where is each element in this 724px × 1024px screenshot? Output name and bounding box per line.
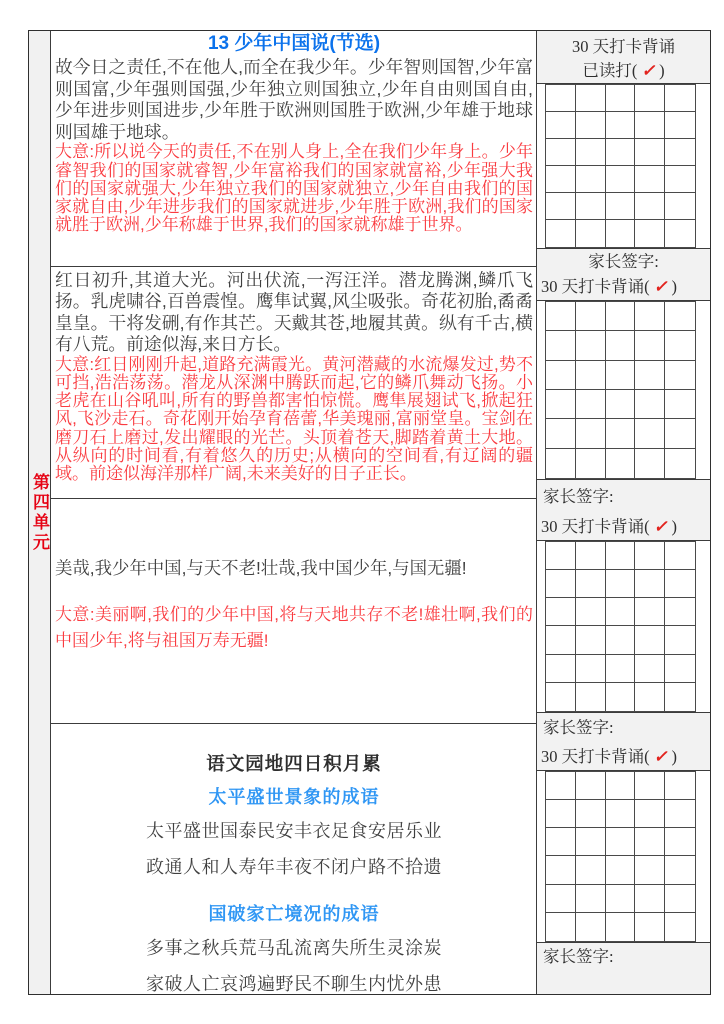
checkin-cell [665, 361, 695, 390]
checkin-panel-2 [537, 274, 710, 514]
checkin-cell [576, 166, 606, 193]
section-lesson-13 [51, 31, 536, 267]
checkin-cell [576, 85, 606, 112]
checkin-cell [665, 139, 695, 166]
checkin-grid [545, 84, 696, 248]
checkin-cell [635, 598, 665, 626]
checkin-cell [665, 302, 695, 331]
checkin-cell [546, 331, 576, 360]
checkin-cell [665, 885, 695, 913]
checkin-cell [665, 331, 695, 360]
checkin-cell [606, 626, 636, 654]
checkin-cell [665, 800, 695, 828]
checkin-cell [576, 570, 606, 598]
checkin-cell [546, 626, 576, 654]
checkin-cell [546, 390, 576, 419]
checkin-cell [665, 112, 695, 139]
signature-row [537, 479, 710, 514]
checkin-cell [576, 626, 606, 654]
checkin-cell [606, 302, 636, 331]
checkin-cell [635, 800, 665, 828]
checkin-cell [546, 220, 576, 247]
checkin-cell [606, 139, 636, 166]
checkin-cell [635, 85, 665, 112]
lesson-meaning-text: 大意:红日刚刚升起,道路充满霞光。黄河潜藏的水流爆发过,势不可挡,浩浩荡荡。潜龙从深渊中腾跃而起,它的鳞爪舞动飞扬。小老虎在山谷吼叫,所有的野兽都害怕惊慌。鹰隼展翅试飞,掀起狂风,飞沙走石。奇花刚开始孕育蓓蕾,华美瑰丽,富丽堂皇。宝剑在磨刀石上磨过,发出耀眼的光芒。头顶着苍天,脚踏着黄土大地。从纵向的时间看,有着悠久的历史;从横向的空间看,有辽阔的疆域。前途似海洋那样广阔,未来美好的日子正长。 [55, 354, 533, 484]
checkin-cell [546, 828, 576, 856]
idiom-line: 多事之秋兵荒马乱流离失所生灵涂炭 [146, 937, 442, 958]
checkin-cell [635, 302, 665, 331]
worksheet-table [28, 30, 711, 995]
checkin-cell [665, 449, 695, 478]
checkin-cell [606, 361, 636, 390]
section-hongri-chusheng [51, 267, 536, 500]
checkin-cell [665, 193, 695, 220]
checkin-cell [546, 193, 576, 220]
checkin-cell [576, 772, 606, 800]
checkin-cell [606, 800, 636, 828]
section-yuwen-yuandi [51, 724, 536, 994]
idiom-line: 政通人和人寿年丰夜不闭户路不拾遗 [146, 856, 442, 877]
garden-title: 语文园地四日积月累 [206, 754, 382, 775]
idiom-group-heading: 太平盛世景象的成语 [208, 786, 380, 807]
checkin-panel-4 [537, 744, 710, 994]
checkin-cell [635, 626, 665, 654]
checkin-cell [606, 542, 636, 570]
checkin-cell [635, 166, 665, 193]
checkin-cell [576, 449, 606, 478]
checkin-cell [606, 856, 636, 884]
checkin-cell [576, 302, 606, 331]
checkin-cell [576, 598, 606, 626]
checkin-panel-1 [537, 31, 710, 274]
checkin-cell [635, 913, 665, 941]
checkin-cell [546, 361, 576, 390]
checkin-header: 30 天打卡背诵( ✓ ) [537, 744, 710, 771]
unit-label: 第四单元 [30, 472, 49, 553]
lesson-body-text: 红日初升,其道大光。河出伏流,一泻汪洋。潜龙腾渊,鳞爪飞扬。乳虎啸谷,百兽震惶。鹰隼试翼,风尘吸张。奇花初胎,矞矞皇皇。干将发硎,有作其芒。天戴其苍,地履其黄。纵有千古,横有八荒。前途似海,来日方长。 [55, 269, 533, 355]
checkin-cell [576, 913, 606, 941]
checkin-cell [665, 683, 695, 711]
checkin-cell [665, 542, 695, 570]
checkin-cell [546, 449, 576, 478]
checkin-header-line1: 30 天打卡背诵 [571, 37, 676, 56]
checkin-cell [606, 331, 636, 360]
checkin-cell [635, 331, 665, 360]
checkin-cell [665, 419, 695, 448]
lesson-body-text: 美哉,我少年中国,与天不老!壮哉,我中国少年,与国无疆! [55, 558, 467, 579]
checkin-cell [635, 828, 665, 856]
checkin-cell [606, 112, 636, 139]
checkin-cell [606, 419, 636, 448]
checkin-cell [635, 449, 665, 478]
checkin-cell [546, 772, 576, 800]
checkin-cell [576, 220, 606, 247]
checkin-cell [546, 598, 576, 626]
checkin-cell [635, 361, 665, 390]
checkin-cell [665, 85, 695, 112]
checkin-cell [665, 828, 695, 856]
checkin-cell [546, 570, 576, 598]
checkin-cell [576, 828, 606, 856]
checkin-cell [576, 139, 606, 166]
checkin-cell [635, 683, 665, 711]
checkin-cell [606, 570, 636, 598]
checkmark-icon: ✓ [653, 278, 668, 296]
checkin-column [537, 31, 710, 994]
signature-label: 家长签字: [588, 252, 659, 271]
checkin-cell [606, 598, 636, 626]
checkin-cell [606, 166, 636, 193]
checkin-cell [546, 85, 576, 112]
checkin-cell [606, 772, 636, 800]
signature-label: 家长签字: [543, 947, 614, 966]
checkin-cell [635, 772, 665, 800]
checkin-cell [576, 683, 606, 711]
checkin-cell [635, 542, 665, 570]
signature-label: 家长签字: [543, 718, 614, 737]
checkin-cell [606, 193, 636, 220]
checkin-cell [576, 542, 606, 570]
checkin-cell [635, 419, 665, 448]
checkin-cell [546, 112, 576, 139]
checkin-cell [576, 885, 606, 913]
checkin-cell [665, 220, 695, 247]
checkin-cell [546, 655, 576, 683]
signature-row [537, 942, 710, 994]
checkmark-icon: ✓ [653, 748, 668, 766]
checkin-cell [606, 885, 636, 913]
checkin-cell [665, 570, 695, 598]
checkin-header: 30 天打卡背诵( ✓ ) [537, 514, 710, 541]
checkin-cell [635, 220, 665, 247]
lesson-title: 13 少年中国说(节选) [207, 33, 381, 54]
checkin-cell [606, 220, 636, 247]
checkin-cell [635, 390, 665, 419]
checkin-cell [576, 112, 606, 139]
checkin-cell [546, 302, 576, 331]
checkin-cell [606, 655, 636, 683]
checkin-cell [606, 85, 636, 112]
checkin-cell [546, 856, 576, 884]
checkin-grid [545, 541, 696, 712]
checkin-panel-3 [537, 514, 710, 744]
checkin-cell [635, 856, 665, 884]
checkin-cell [635, 570, 665, 598]
checkin-cell [635, 655, 665, 683]
checkin-cell [546, 913, 576, 941]
checkin-cell [665, 598, 695, 626]
checkin-header: 30 天打卡背诵( ✓ ) [537, 274, 710, 301]
checkin-cell [576, 390, 606, 419]
checkin-cell [576, 193, 606, 220]
unit-strip [29, 31, 51, 994]
checkin-cell [576, 856, 606, 884]
checkin-cell [665, 166, 695, 193]
checkin-cell [546, 542, 576, 570]
idiom-group-heading: 国破家亡境况的成语 [208, 903, 380, 924]
signature-row [537, 248, 710, 274]
checkin-cell [665, 655, 695, 683]
lesson-body-text: 故今日之责任,不在他人,而全在我少年。少年智则国智,少年富则国富,少年强则国强,少年独立则国独立,少年自由则国自由,少年进步则国进步,少年胜于欧洲则国胜于欧洲,少年雄于地球则国雄于地球。 [55, 57, 533, 142]
checkin-grid [545, 771, 696, 942]
idiom-line: 太平盛世国泰民安丰衣足食安居乐业 [146, 820, 442, 841]
checkin-cell [576, 800, 606, 828]
checkin-cell [635, 193, 665, 220]
checkin-cell [546, 166, 576, 193]
checkmark-icon: ✓ [641, 62, 656, 80]
idiom-line: 家破人亡哀鸿遍野民不聊生内忧外患 [146, 973, 442, 994]
section-meizai [51, 499, 536, 724]
checkin-cell [665, 913, 695, 941]
checkin-cell [546, 139, 576, 166]
checkin-cell [665, 390, 695, 419]
lesson-meaning-text: 大意:所以说今天的责任,不在别人身上,全在我们少年身上。少年睿智我们的国家就睿智,少年富裕我们的国家就富裕,少年强大我们的国家就强大,少年独立我们的国家就独立,少年自由我们的国家就自由,少年进步我们的国家就进步,少年胜于欧洲,我们的国家就胜于欧洲,少年称雄于世界,我们的国家就称雄于世界。 [55, 142, 533, 235]
checkin-cell [665, 856, 695, 884]
checkin-cell [606, 390, 636, 419]
checkin-cell [606, 449, 636, 478]
checkin-cell [546, 419, 576, 448]
checkin-header-line2: 已读打( ✓ ) [582, 61, 665, 80]
checkin-cell [606, 913, 636, 941]
checkin-cell [576, 655, 606, 683]
checkin-cell [665, 626, 695, 654]
checkin-cell [546, 683, 576, 711]
checkin-cell [635, 112, 665, 139]
checkin-cell [546, 885, 576, 913]
checkin-grid [545, 301, 696, 479]
content-column [51, 31, 537, 994]
checkin-cell [635, 885, 665, 913]
checkin-cell [635, 139, 665, 166]
signature-row [537, 712, 710, 744]
checkin-cell [576, 361, 606, 390]
lesson-meaning-text: 大意:美丽啊,我们的少年中国,将与天地共存不老!雄壮啊,我们的中国少年,将与祖国万寿无疆! [55, 605, 533, 651]
checkin-cell [665, 772, 695, 800]
checkin-cell [606, 683, 636, 711]
checkin-cell [576, 331, 606, 360]
checkmark-icon: ✓ [653, 518, 668, 536]
checkin-cell [546, 800, 576, 828]
checkin-cell [606, 828, 636, 856]
checkin-cell [576, 419, 606, 448]
signature-label: 家长签字: [543, 487, 614, 506]
checkin-header [537, 31, 710, 84]
